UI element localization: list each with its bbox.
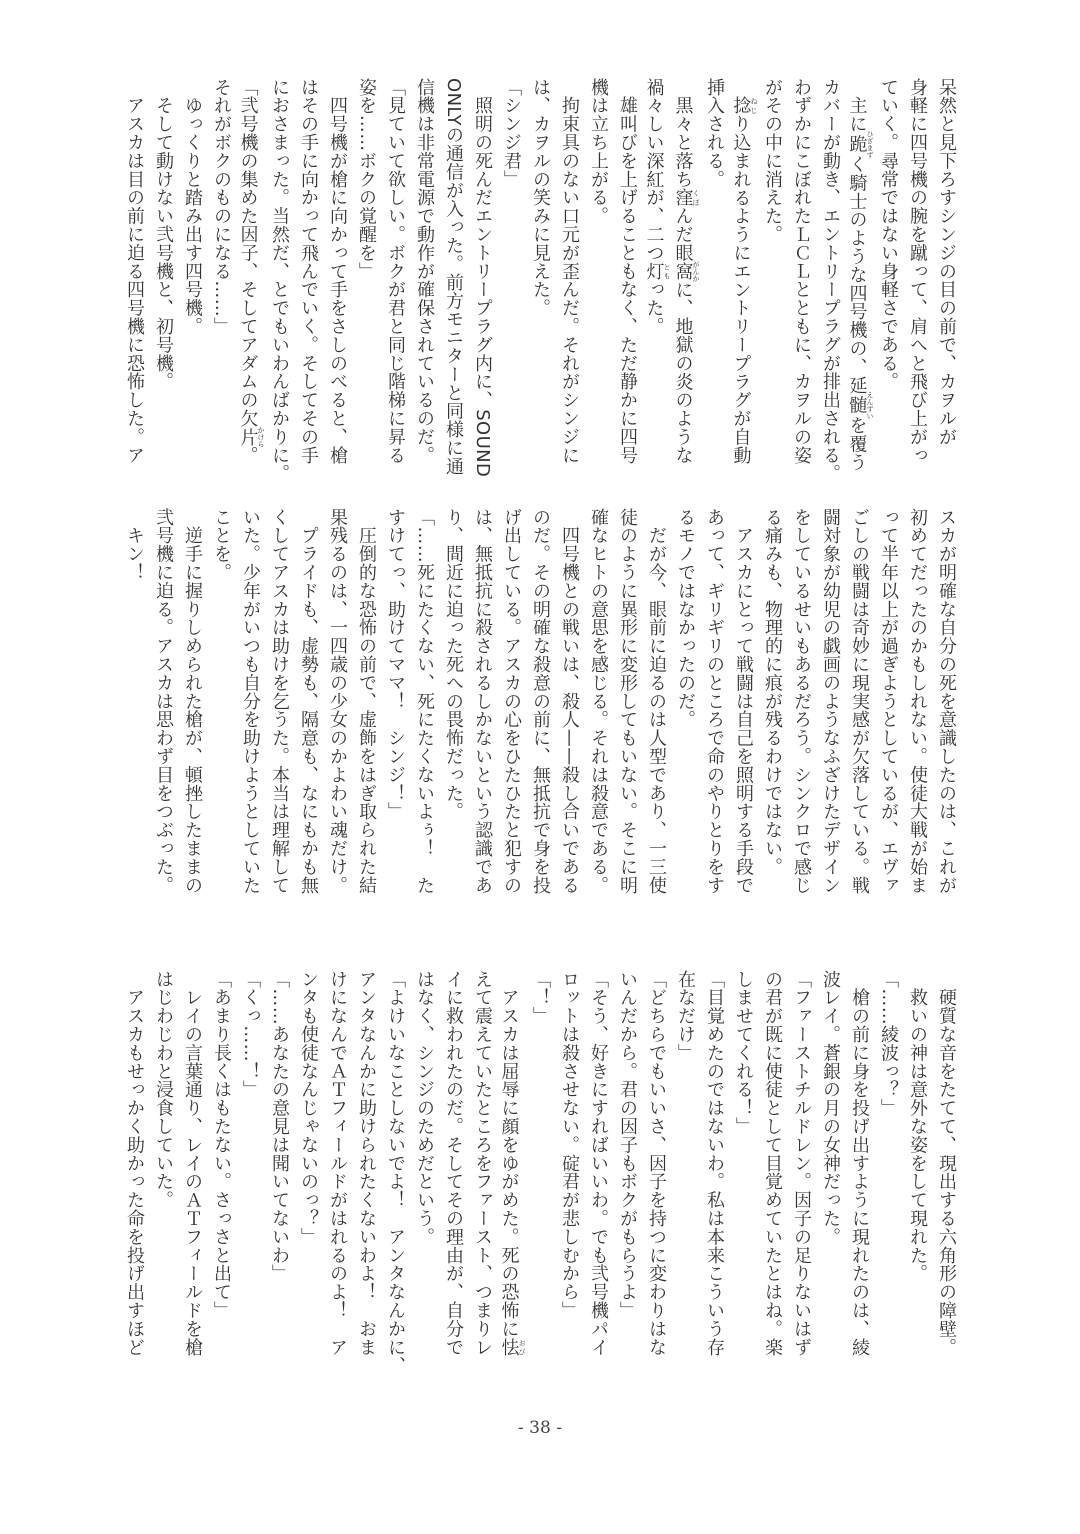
text-column: カバーが動き、エントリープラグが排出される。 — [820, 78, 841, 483]
text-column: 徒のように異形に変形してもいない。そこに明 — [617, 508, 638, 895]
text-column: イに救われたのだ。そしてその理由が、自分で — [443, 970, 464, 1357]
furigana: 髄えんずい — [846, 391, 874, 420]
text-column: におさまった。当然だ、とでもいわんばかりに。 — [269, 78, 290, 483]
text-column: ことを。 — [211, 508, 232, 582]
text-column: 「ファーストチルドレン。因子の足りないはず — [791, 970, 812, 1357]
text-column: って半年以上が過ぎようとしているが、エヴァ — [878, 508, 899, 895]
text-column: アスカにとって戦闘は自己を照明する手段で — [733, 508, 754, 895]
text-column: 「……綾波っ？」 — [878, 970, 899, 1118]
furigana: 跪ひざまず — [846, 130, 874, 159]
text-column: 呆然と見下ろすシンジの目の前で、カヲルが — [936, 78, 957, 446]
text-column: がその中に消えた。 — [762, 78, 783, 244]
text-column: 信機は非常電源で動作が確保されているのだ。 — [414, 78, 435, 465]
text-column: 「見ていて欲しい。ボクが君と同じ階梯に昇る — [385, 78, 406, 465]
furigana: 灯とも — [643, 262, 671, 281]
text-column: はなく、シンジのためだという。 — [414, 970, 435, 1246]
text-column: 闘対象が幼児の戯画のようなふざけたデザイン — [820, 508, 841, 895]
text-column: いた。少年がいつも自分を助けようとしていた — [240, 508, 261, 895]
text-column: 「目覚めたのではないわ。私は本来こういう存 — [704, 970, 725, 1357]
text-column: そして動けない弐号機と、初号機。 — [153, 78, 174, 391]
text-column: 黒々と落ち窪くぼんだ眼窩がんかに、地獄の炎のような — [672, 78, 700, 465]
text-column: えて震えていたところをファースト、つまりレ — [472, 970, 493, 1357]
text-column: 硬質な音をたてて、現出する六角形の障壁。 — [936, 970, 957, 1357]
text-column: 「あまり長くはもたない。さっさと出て」 — [211, 970, 232, 1320]
text-column: 「！」 — [530, 970, 551, 1026]
text-column: だが今、眼前に迫るのは人型であり、一三使 — [646, 508, 667, 895]
text-column: くしてアスカは助けを乞うた。本当は理解して — [269, 508, 290, 895]
text-column: 「弐号機の集めた因子、そしてアダムの欠片かけら。 — [237, 78, 265, 465]
text-column: レイの言葉通り、レイのＡＴフィールドを槍 — [182, 970, 203, 1357]
text-column: ンタも使徒なんじゃないのっ？」 — [298, 970, 319, 1246]
text-column: 挿入される。 — [704, 78, 725, 189]
text-column: 四号機との戦いは、殺人——殺し合いである — [559, 508, 580, 895]
text-column: アスカは目の前に迫る四号機に恐怖した。ア — [124, 78, 145, 465]
text-column: 拘束具のない口元が歪んだ。それがシンジに — [559, 78, 580, 465]
text-column: り、間近に迫った死への畏怖だった。 — [443, 508, 464, 821]
text-column: 果残るのは、一四歳の少女のかよわい魂だけ。 — [327, 508, 348, 895]
text-column: ていく。尋常ではない身軽さである。 — [878, 78, 899, 391]
text-column: 逆手に握りしめられた槍が、頓挫したままの — [182, 508, 203, 895]
furigana: 捻ねじ — [730, 96, 758, 115]
text-column: 在なだけ」 — [675, 970, 696, 1062]
text-column: はじわじわと浸食していた。 — [153, 970, 174, 1210]
text-column: 確なヒトの意思を感じる。それは殺意である。 — [588, 508, 609, 895]
text-column: 「……死にたくない、死にたくないよぅ！ た — [414, 508, 435, 895]
text-column: わずかにこぼれたＬＣＬとともに、カヲルの姿 — [791, 78, 812, 465]
text-column: 「くっ……！」 — [240, 970, 261, 1099]
furigana: 片かけら — [237, 426, 265, 448]
text-block-top — [120, 78, 961, 483]
text-column: 四号機が槍に向かって手をさしのべると、槍 — [327, 78, 348, 465]
text-column: 姿を……ボクの覚醒を」 — [356, 78, 377, 281]
furigana: 怯おび — [498, 1338, 526, 1357]
text-column: アスカは屈辱に顔をゆがめた。死の恐怖に怯おび — [498, 970, 526, 1357]
text-column: は、無抵抗に殺されるしかないという認識であ — [472, 508, 493, 895]
text-column: スカが明確な自分の死を意識したのは、これが — [936, 508, 957, 895]
text-column: 捻ねじり込まれるようにエントリープラグが自動 — [730, 96, 758, 465]
text-column: それがボクのものになる……」 — [211, 78, 232, 336]
text-column: しませてくれる！」 — [733, 970, 754, 1136]
text-column: 弐号機に迫る。アスカは思わず目をつぶった。 — [153, 508, 174, 895]
text-column: 主に跪ひざまずく騎士のような四号機の、延髄えんずいを覆う — [846, 78, 874, 472]
text-column: ごしの戦闘は奇妙に現実感が欠落している。戦 — [849, 508, 870, 895]
furigana: 窩がんか — [672, 260, 700, 282]
text-column: 機は立ち上がる。 — [588, 78, 609, 226]
text-block-middle — [120, 508, 961, 908]
text-column: すけてっ、助けてママ！ シンジ！」 — [385, 508, 406, 821]
text-column: アスカもせっかく助かった命を投げ出すほど — [124, 970, 145, 1357]
text-column: アンタなんかに助けられたくないわよ！ おま — [356, 970, 377, 1357]
text-column: る痛みも、物理的に痕が残るわけではない。 — [762, 508, 783, 876]
text-column: をしているせいもあるだろう。シンクロで感じ — [791, 508, 812, 895]
text-column: げ出している。アスカの心をひたひたと犯すの — [501, 508, 522, 895]
text-column: 雄叫びを上げることもなく、ただ静かに四号 — [617, 78, 638, 465]
text-column: 圧倒的な恐怖の前で、虚飾をはぎ取られた結 — [356, 508, 377, 895]
text-column: 救いの神は意外な姿をして現れた。 — [907, 970, 928, 1283]
furigana: 窪くぼ — [672, 188, 700, 207]
text-column: 身軽に四号機の腕を蹴って、肩へと飛び上がっ — [907, 78, 928, 465]
text-column: ONLYの通信が入った。前方モニターと同様に通 — [443, 78, 464, 476]
text-column: るモノではなかったのだ。 — [675, 508, 696, 729]
text-column: 槍の前に身を投げ出すように現れたのは、綾 — [849, 970, 870, 1357]
text-column: ロットは殺させない。碇君が悲しむから」 — [559, 970, 580, 1320]
text-column: 「どちらでもいいさ、因子を持つに変わりはな — [646, 970, 667, 1357]
text-column: いんだから。君の因子もボクがもらうよ」 — [617, 970, 638, 1320]
text-column: プライドも、虚勢も、隔意も、なにもかも無 — [298, 508, 319, 895]
text-column: キン！ — [124, 508, 145, 582]
text-column: あって、ギリギリのところで命のやりとりをす — [704, 508, 725, 895]
text-column: のだ。その明確な殺意の前に、無抵抗で身を投 — [530, 508, 551, 895]
text-column: 初めてだったのかもしれない。使徒大戦が始ま — [907, 508, 928, 895]
text-column: 禍々しい深紅が、二つ灯ともった。 — [643, 78, 671, 336]
text-column: はその手に向かって飛んでいく。そしてその手 — [298, 78, 319, 465]
text-block-bottom — [120, 970, 961, 1375]
text-column: は、カヲルの笑みに見えた。 — [530, 78, 551, 318]
text-column: 「……あなたの意見は聞いてないわ」 — [269, 970, 290, 1283]
page-number: - 38 - — [518, 1418, 562, 1438]
text-column: 波レイ。蒼銀の月の女神だった。 — [820, 970, 841, 1246]
text-column: 「シンジ君」 — [501, 78, 522, 189]
text-column: 「そう、好きにすればいいわ。でも弐号機パイ — [588, 970, 609, 1357]
text-column: ゆっくりと踏み出す四号機。 — [182, 78, 203, 336]
text-column: の君が既に使徒として目覚めていたとはね。楽 — [762, 970, 783, 1357]
text-column: 照明の死んだエントリープラグ内に、SOUND — [472, 78, 493, 478]
text-column: けになんでＡＴフィールドがはれるのよ！ ア — [327, 970, 348, 1357]
text-column: 「よけいなことしないでよ！ アンタなんかに、 — [385, 970, 406, 1375]
